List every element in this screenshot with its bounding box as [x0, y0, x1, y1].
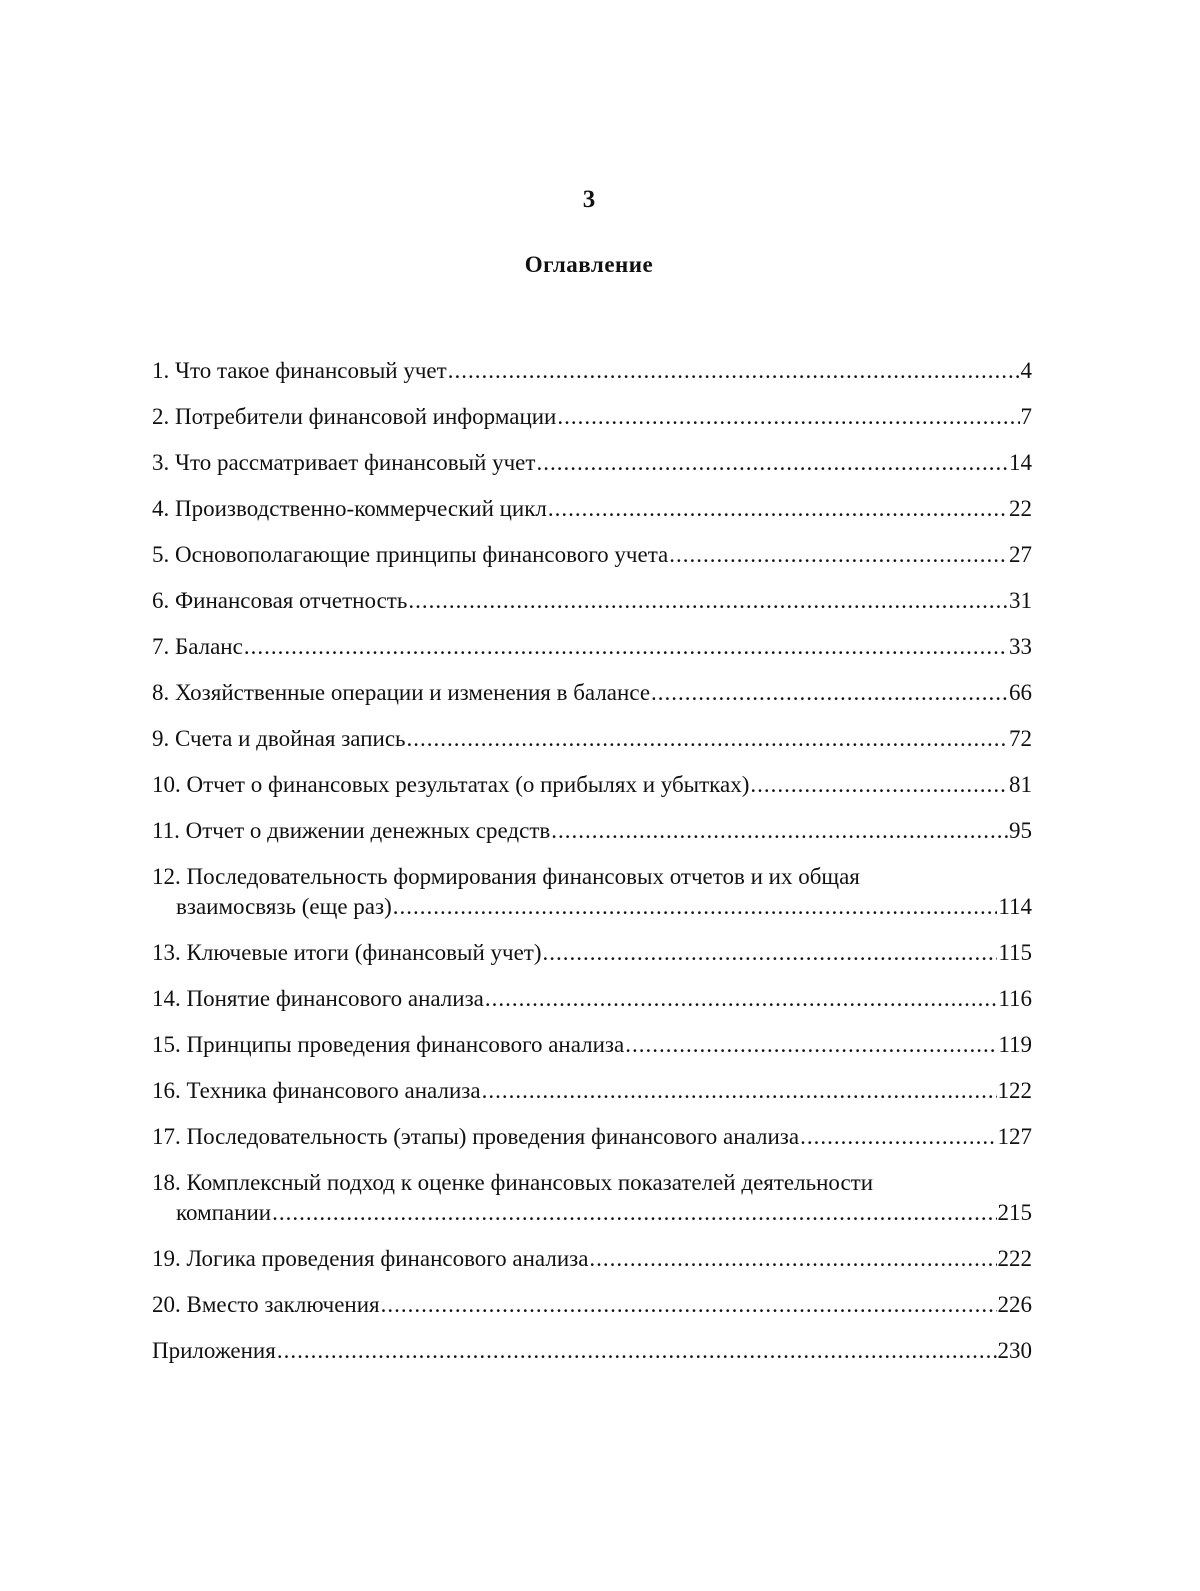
toc-entry-page: 22 [1009, 496, 1032, 521]
dot-leader [542, 938, 997, 968]
toc-entry[interactable] [152, 1290, 1032, 1320]
toc-entry-page: 122 [997, 1078, 1032, 1103]
dot-leader [800, 1122, 996, 1152]
toc-entry-title: 7. Баланс [152, 634, 243, 659]
dot-leader [272, 1198, 996, 1228]
dot-leader [244, 632, 1008, 662]
toc-entry[interactable] [152, 1336, 1032, 1366]
dot-leader [750, 770, 1008, 800]
toc-entry[interactable] [152, 984, 1032, 1014]
toc-entry[interactable] [152, 494, 1032, 524]
toc-entry-title: Приложения [152, 1338, 276, 1363]
toc-entry[interactable] [152, 1122, 1032, 1152]
toc-entry-page: 31 [1009, 588, 1032, 613]
dot-leader [551, 816, 1008, 846]
toc-entry-title: 10. Отчет о финансовых результатах (о прибылях и убытках) [152, 772, 750, 797]
toc-entry-page: 114 [998, 894, 1032, 919]
toc-entry[interactable] [152, 540, 1032, 570]
dot-leader [557, 402, 1019, 432]
toc-entry-title: 8. Хозяйственные операции и изменения в балансе [152, 680, 651, 705]
toc-entry-title: 17. Последовательность (этапы) проведения финансового анализа [152, 1124, 800, 1149]
toc-entry-page: 33 [1009, 634, 1032, 659]
toc-entry-title: 4. Производственно-коммерческий цикл [152, 496, 547, 521]
toc-entry[interactable] [152, 632, 1032, 662]
toc-entry-title: 2. Потребители финансовой информации [152, 404, 557, 429]
toc-entry-page: 226 [997, 1292, 1032, 1317]
dot-leader [548, 494, 1008, 524]
toc-entry-page: 7 [1020, 404, 1032, 429]
toc-entry[interactable] [152, 1168, 1032, 1228]
toc-entry[interactable] [152, 938, 1032, 968]
toc-entry-title-line2: компании [176, 1200, 272, 1225]
toc-entry[interactable] [152, 1244, 1032, 1274]
toc-entry-title: 11. Отчет о движении денежных средств [152, 818, 551, 843]
toc-entry-title-line1: 18. Комплексный подход к оценке финансовых показателей деятельности [152, 1170, 874, 1195]
toc-entry[interactable] [152, 448, 1032, 478]
toc-entry-page: 66 [1009, 680, 1032, 705]
toc-entry-title-line1: 12. Последовательность формирования финансовых отчетов и их общая [152, 864, 860, 889]
toc-entry[interactable] [152, 586, 1032, 616]
toc-entry-title: 5. Основополагающие принципы финансового учета [152, 542, 669, 567]
toc-entry[interactable] [152, 770, 1032, 800]
toc-entry[interactable] [152, 816, 1032, 846]
toc-entry-page: 81 [1009, 772, 1032, 797]
toc-entry-page: 116 [998, 986, 1032, 1011]
toc-entry[interactable] [152, 356, 1032, 386]
toc-entry-page: 72 [1009, 726, 1032, 751]
toc-entry-title: 1. Что такое финансовый учет [152, 358, 447, 383]
toc-entry-title: 20. Вместо заключения [152, 1292, 380, 1317]
toc-entry-page: 215 [997, 1200, 1032, 1225]
toc-entry-page: 119 [998, 1032, 1032, 1057]
toc-entry-page: 115 [998, 940, 1032, 965]
page-number: 3 [582, 186, 596, 213]
toc-entry-page: 95 [1009, 818, 1032, 843]
toc-entry-title: 6. Финансовая отчетность [152, 588, 408, 613]
toc-entry-page: 222 [997, 1246, 1032, 1271]
table-of-contents [152, 356, 1032, 1382]
toc-entry-title: 14. Понятие финансового анализа [152, 986, 484, 1011]
toc-entry-title: 15. Принципы проведения финансового анализа [152, 1032, 625, 1057]
toc-entry-page: 127 [997, 1124, 1032, 1149]
dot-leader [625, 1030, 997, 1060]
toc-entry-title-line2: взаимосвязь (еще раз) [176, 894, 392, 919]
toc-title: Оглавление [524, 252, 654, 277]
toc-entry-title: 3. Что рассматривает финансовый учет [152, 450, 536, 475]
toc-entry-title: 9. Счета и двойная запись [152, 726, 406, 751]
dot-leader [408, 586, 1008, 616]
dot-leader [393, 892, 998, 922]
dot-leader [277, 1336, 997, 1366]
toc-entry[interactable] [152, 1030, 1032, 1060]
dot-leader [381, 1290, 997, 1320]
dot-leader [589, 1244, 996, 1274]
toc-entry-title: 19. Логика проведения финансового анализа [152, 1246, 589, 1271]
dot-leader [482, 1076, 997, 1106]
dot-leader [407, 724, 1008, 754]
dot-leader [651, 678, 1008, 708]
toc-entry[interactable] [152, 862, 1032, 922]
toc-entry[interactable] [152, 1076, 1032, 1106]
dot-leader [448, 356, 1020, 386]
dot-leader [536, 448, 1008, 478]
toc-entry-page: 230 [997, 1338, 1032, 1363]
toc-entry-page: 27 [1009, 542, 1032, 567]
toc-entry-page: 4 [1020, 358, 1032, 383]
toc-entry[interactable] [152, 678, 1032, 708]
dot-leader [669, 540, 1008, 570]
toc-entry-page: 14 [1009, 450, 1032, 475]
toc-entry[interactable] [152, 724, 1032, 754]
toc-entry-title: 16. Техника финансового анализа [152, 1078, 481, 1103]
dot-leader [485, 984, 997, 1014]
toc-entry-title: 13. Ключевые итоги (финансовый учет) [152, 940, 542, 965]
toc-entry[interactable] [152, 402, 1032, 432]
